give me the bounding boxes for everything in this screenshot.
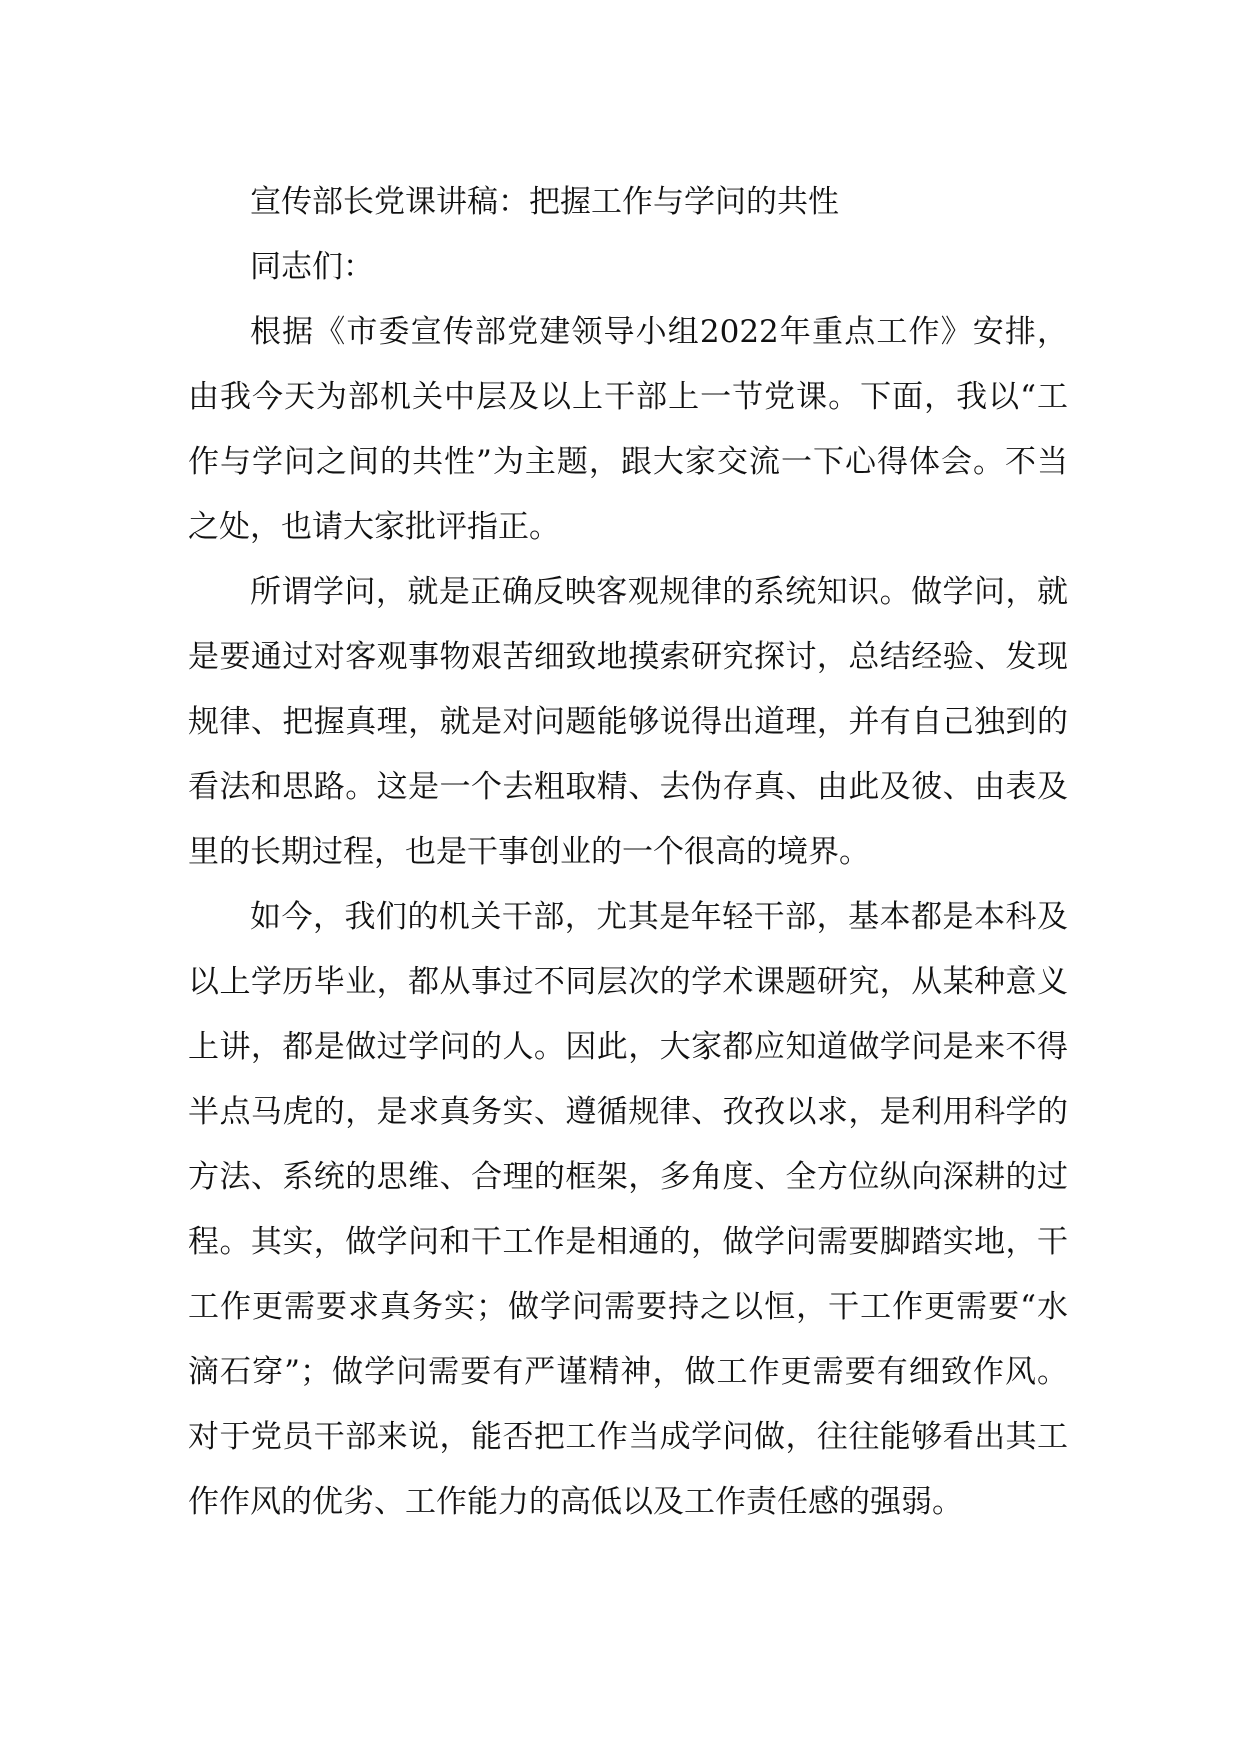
document-body xyxy=(188,170,1068,1535)
paragraph: 所谓学问，就是正确反映客观规律的系统知识。做学问，就是要通过对客观事物艰苦细致地摸索研究探讨，总结经验、发现规律、把握真理，就是对问题能够说得出道理，并有自己独到的看法和思路。这是一个去粗取精、去伪存真、由此及彼、由表及里的长期过程，也是干事创业的一个很高的境界。 xyxy=(188,574,1068,870)
salutation: 同志们： xyxy=(250,249,374,285)
paragraph: 如今，我们的机关干部，尤其是年轻干部，基本都是本科及以上学历毕业，都从事过不同层次的学术课题研究，从某种意义上讲，都是做过学问的人。因此，大家都应知道做学问是来不得半点马虎的，是求真务实、遵循规律、孜孜以求，是利用科学的方法、系统的思维、合理的框架，多角度、全方位纵向深耕的过程。其实，做学问和干工作是相通的，做学问需要脚踏实地，干工作更需要求真务实；做学问需要持之以恒，干工作更需要“水滴石穿”；做学问需要有严谨精神，做工作更需要有细致作风。对于党员干部来说，能否把工作当成学问做，往往能够看出其工作作风的优劣、工作能力的高低以及工作责任感的强弱。 xyxy=(188,899,1068,1520)
paragraph: 根据《市委宣传部党建领导小组2022年重点工作》安排，由我今天为部机关中层及以上干部上一节党课。下面，我以“工作与学问之间的共性”为主题，跟大家交流一下心得体会。不当之处，也请大家批评指正。 xyxy=(188,314,1068,545)
document-title: 宣传部长党课讲稿：把握工作与学问的共性 xyxy=(250,184,839,220)
